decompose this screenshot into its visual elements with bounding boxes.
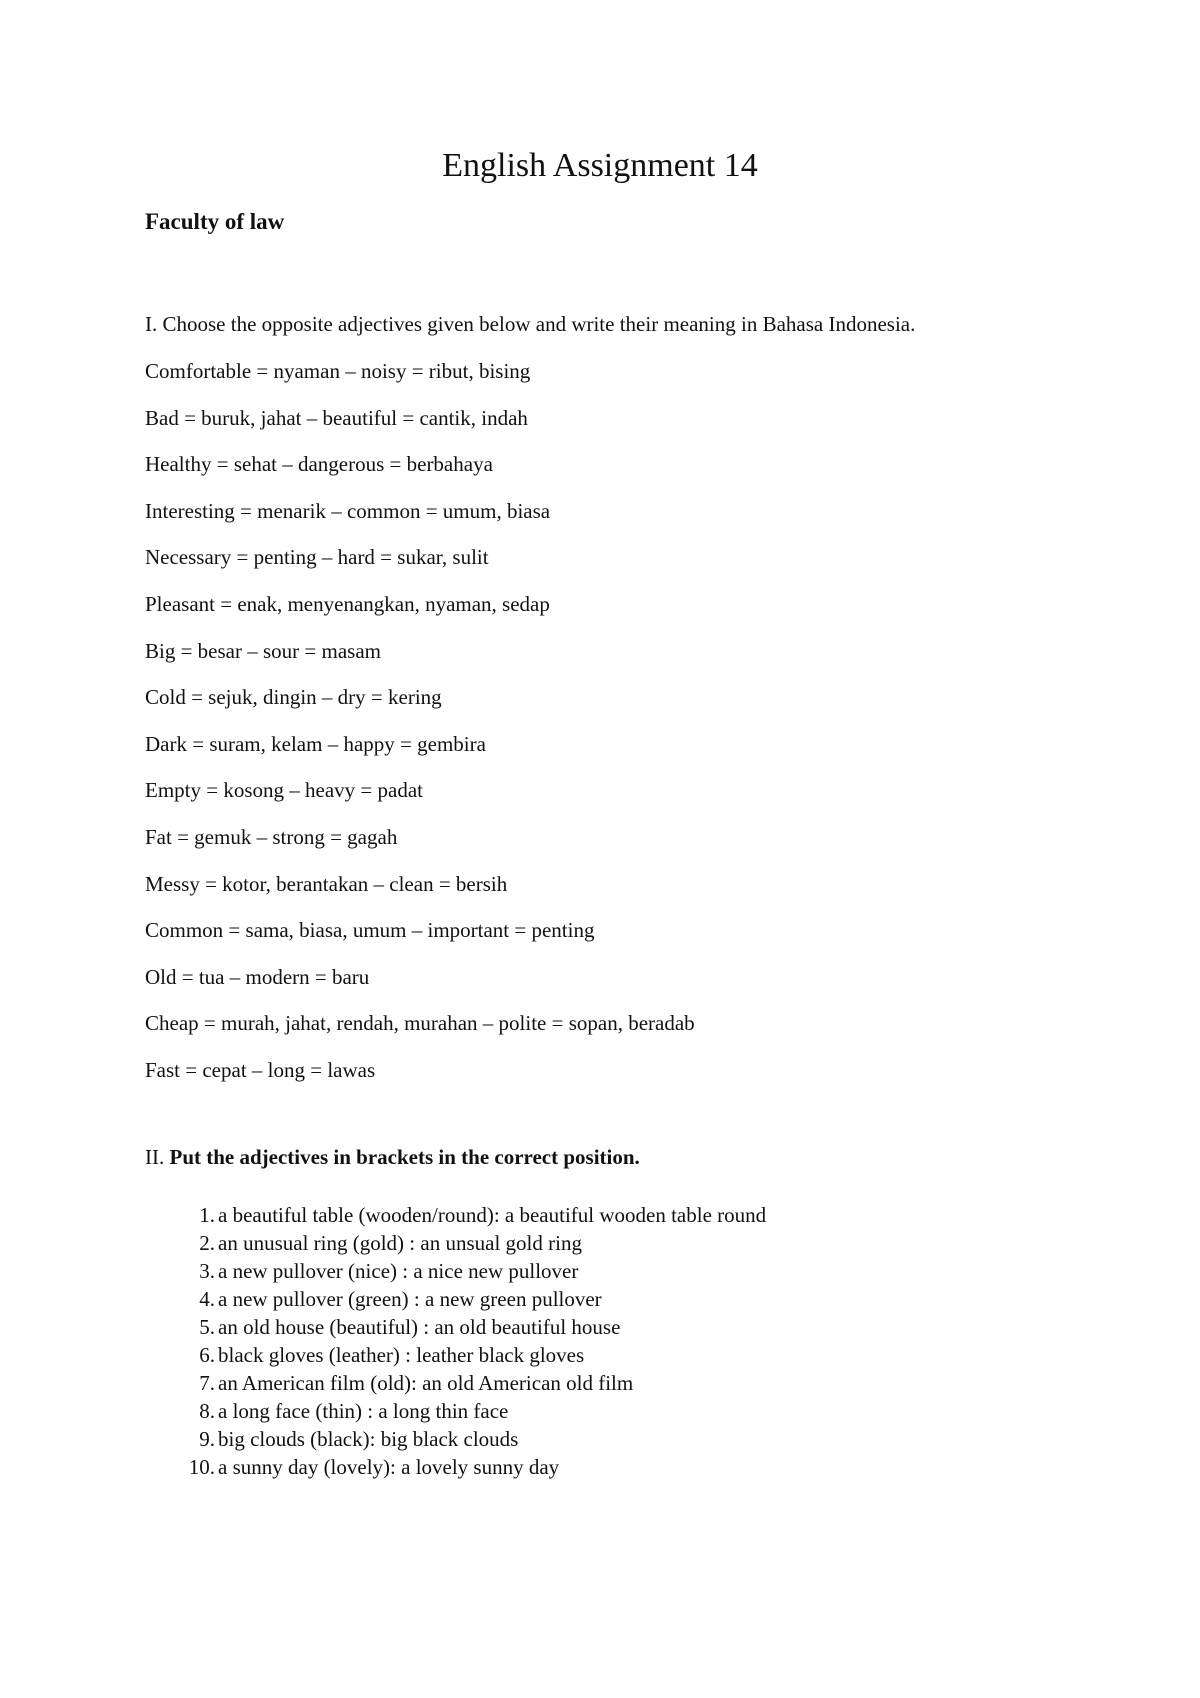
list-item: Old = tua – modern = baru <box>145 964 370 989</box>
list-item <box>145 1257 766 1285</box>
list-item: Necessary = penting – hard = sukar, sulit <box>145 545 489 570</box>
faculty-heading: Faculty of law <box>145 209 285 234</box>
list-item: Fat = gemuk – strong = gagah <box>145 824 398 849</box>
list-item: Big = besar – sour = masam <box>145 638 381 663</box>
item-text: a new pullover (nice) : a nice new pullover <box>218 1259 579 1283</box>
list-item: Pleasant = enak, menyenangkan, nyaman, sedap <box>145 591 550 616</box>
item-text: a new pullover (green) : a new green pullover <box>218 1287 602 1311</box>
list-item <box>145 1425 766 1453</box>
item-text: big clouds (black): big black clouds <box>218 1427 519 1451</box>
item-number: 10. <box>188 1455 215 1479</box>
item-text: an unusual ring (gold) : an unsual gold ring <box>218 1231 582 1255</box>
list-item <box>145 1341 766 1369</box>
list-item: Common = sama, biasa, umum – important = penting <box>145 918 595 943</box>
item-number: 6. <box>199 1343 215 1367</box>
section-1-instruction: I. Choose the opposite adjectives given below and write their meaning in Bahasa Indonesia. <box>145 312 916 336</box>
list-item <box>145 1369 766 1397</box>
list-item <box>145 1453 766 1481</box>
item-number: 4. <box>199 1287 215 1311</box>
section-2-instruction: Put the adjectives in brackets in the correct position. <box>169 1145 640 1169</box>
item-text: an old house (beautiful) : an old beautiful house <box>218 1315 621 1339</box>
item-number: 9. <box>199 1427 215 1451</box>
list-item <box>145 1313 766 1341</box>
item-number: 2. <box>199 1231 215 1255</box>
list-item <box>145 1201 766 1229</box>
list-item: Cheap = murah, jahat, rendah, murahan – polite = sopan, beradab <box>145 1011 695 1036</box>
list-item: Interesting = menarik – common = umum, biasa <box>145 498 551 523</box>
item-number: 8. <box>199 1399 215 1423</box>
item-number: 3. <box>199 1259 215 1283</box>
page-title: English Assignment 14 <box>442 147 758 184</box>
list-item: Empty = kosong – heavy = padat <box>145 778 423 803</box>
item-number: 7. <box>199 1371 215 1395</box>
list-item: Cold = sejuk, dingin – dry = kering <box>145 685 442 710</box>
section-2-heading <box>145 1143 640 1171</box>
section-2-numeral: II. <box>145 1145 165 1169</box>
adjective-pairs-list <box>145 357 695 1103</box>
list-item: Messy = kotor, berantakan – clean = bersih <box>145 871 508 896</box>
item-number: 5. <box>199 1315 215 1339</box>
item-text: black gloves (leather) : leather black gloves <box>218 1343 585 1367</box>
item-text: an American film (old): an old American old film <box>218 1371 634 1395</box>
list-item: Comfortable = nyaman – noisy = ribut, bising <box>145 359 531 383</box>
list-item: Fast = cepat – long = lawas <box>145 1057 376 1082</box>
item-number: 1. <box>199 1203 215 1227</box>
list-item: Dark = suram, kelam – happy = gembira <box>145 731 486 756</box>
item-text: a sunny day (lovely): a lovely sunny day <box>218 1455 560 1479</box>
list-item <box>145 1397 766 1425</box>
list-item: Bad = buruk, jahat – beautiful = cantik, indah <box>145 405 528 430</box>
item-text: a beautiful table (wooden/round): a beautiful wooden table round <box>218 1203 767 1227</box>
list-item <box>145 1285 766 1313</box>
item-text: a long face (thin) : a long thin face <box>218 1399 509 1423</box>
list-item <box>145 1229 766 1257</box>
list-item: Healthy = sehat – dangerous = berbahaya <box>145 452 493 477</box>
adjective-order-list <box>145 1201 766 1481</box>
